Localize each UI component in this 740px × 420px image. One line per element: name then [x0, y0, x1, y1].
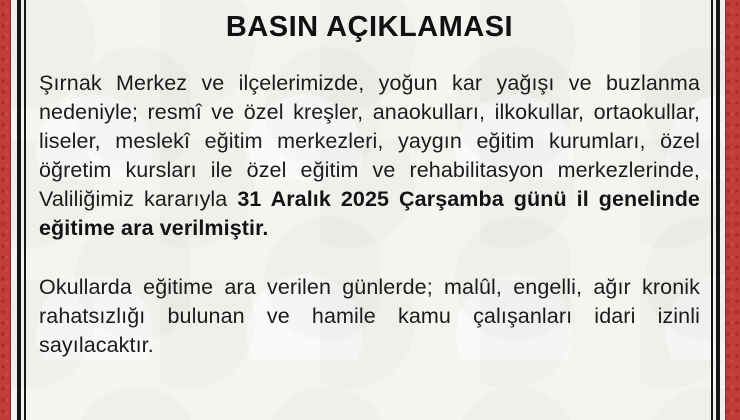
- right-outer-frame-line: [716, 0, 720, 420]
- right-red-border-band: [725, 0, 740, 420]
- administrative-leave-paragraph: Okullarda eğitime ara verilen günlerde; malûl, engelli, ağır kronik rahatsızlığı bulunan ve hamile kamu çalışanları idari izinli sayılacaktır.: [39, 275, 700, 357]
- left-red-border-band: [0, 0, 11, 420]
- decision-paragraph-bold-text: 31 Aralık 2025 Çarşamba günü il genelinde eğitime ara verilmiştir.: [39, 187, 700, 240]
- decision-paragraph-normal-text: Şırnak Merkez ve ilçelerimizde, yoğun kar yağışı ve buzlanma nedeniyle; resmî ve özel kreşler, anaokulları, ilkokullar, ortaokullar, liseler, meslekî eğitim merkezleri, yaygın eğitim kurumları, özel öğretim kursları ile özel eğitim ve rehabilitasyon merkezlerinde, Valiliğimiz kararıyla: [39, 71, 700, 211]
- right-inner-frame-line: [711, 0, 713, 420]
- press-release-body: [26, 0, 711, 420]
- decision-paragraph: [39, 69, 700, 243]
- left-outer-frame-line: [17, 0, 21, 420]
- press-release-title: BASIN AÇIKLAMASI: [225, 11, 514, 43]
